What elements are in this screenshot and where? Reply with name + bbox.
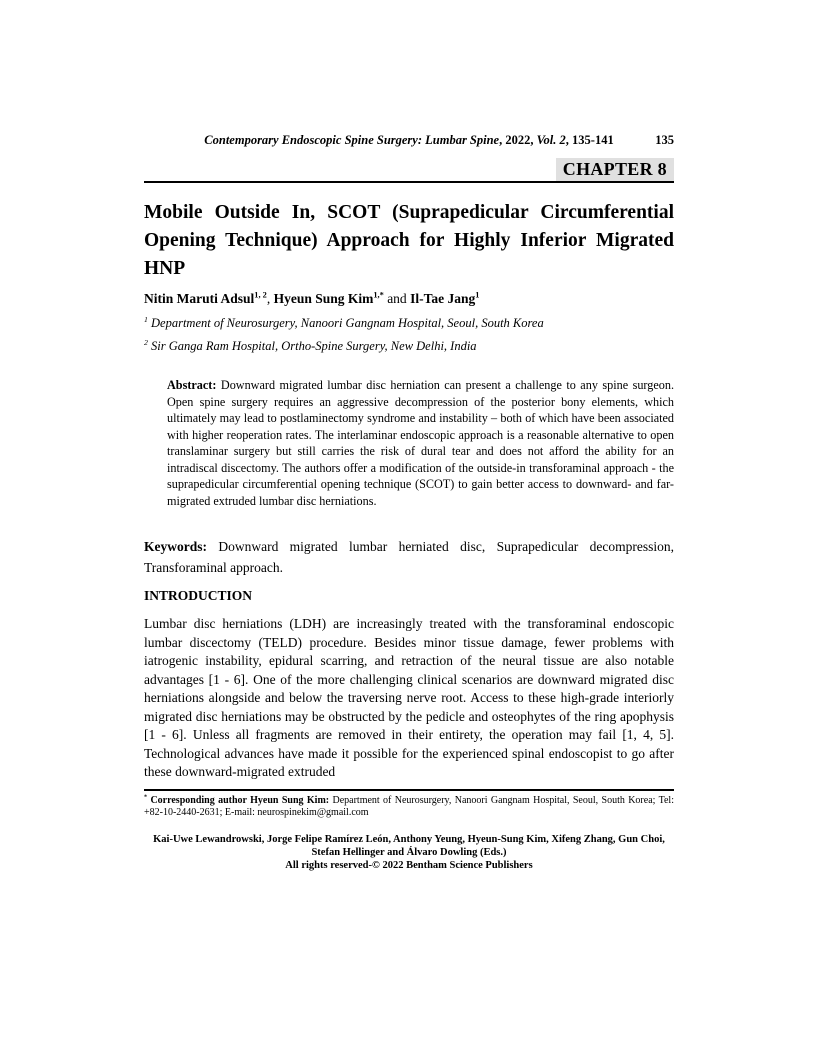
affiliation-superscript: 1: [144, 314, 148, 324]
corresponding-author-footnote: [144, 795, 674, 820]
running-header-year: , 2022,: [499, 133, 537, 147]
page-number: 135: [655, 133, 674, 147]
footnote-label: Corresponding author Hyeun Sung Kim:: [147, 794, 330, 806]
footnote-rule: [144, 789, 674, 791]
running-header-series-title: Contemporary Endoscopic Spine Surgery: Lumbar Spine: [204, 133, 500, 147]
author-name: Il-Tae Jang: [410, 291, 476, 306]
header-rule: [144, 181, 674, 183]
keywords: [144, 536, 674, 578]
chapter-badge: CHAPTER 8: [556, 158, 674, 181]
copyright-line: All rights reserved-© 2022 Bentham Science Publishers: [285, 859, 533, 871]
section-heading-introduction: INTRODUCTION: [144, 588, 253, 603]
author-superscript: 1, 2: [254, 290, 267, 300]
publisher-block: [144, 833, 674, 872]
author-name: Nitin Maruti Adsul: [144, 291, 255, 306]
affiliation: [144, 335, 674, 358]
abstract-text: Downward migrated lumbar disc herniation can present a challenge to any spine surgeon. Open spine surgery requires an aggressive decompression of the posterior bony elements, which ultimately may lead to postlaminectomy syndrome and instability – both of which have been associated with higher reoperation rates. The interlaminar endoscopic approach is a reasonable alternative to open translaminar surgery but still carries the risk of dural tear and does not afford the ability for an intradiscal discectomy. The authors offer a modification of the outside-in transforaminal approach - the suprapedicular circumferential opening technique (SCOT) to gain better access to downward- and far-migrated extruded lumbar disc herniations.: [167, 378, 674, 508]
affiliation-text: Sir Ganga Ram Hospital, Ortho-Spine Surgery, New Delhi, India: [147, 339, 477, 353]
running-header-volume: Vol. 2: [536, 133, 566, 147]
editors-line: Kai-Uwe Lewandrowski, Jorge Felipe Ramírez León, Anthony Yeung, Hyeun-Sung Kim, Xifeng Zhang, Gun Choi, Stefan Hellinger and Álvaro Dowling (Eds.): [153, 833, 665, 858]
running-header: [144, 133, 674, 147]
abstract-label: Abstract:: [167, 378, 217, 392]
author-separator: and: [383, 291, 411, 306]
affiliations: [144, 312, 674, 358]
affiliation: [144, 312, 674, 335]
text-column: [144, 0, 674, 872]
keywords-label: Keywords:: [144, 539, 207, 554]
footnote-marker: *: [144, 793, 148, 801]
author-superscript: 1,*: [373, 290, 384, 300]
introduction-paragraph: Lumbar disc herniations (LDH) are increasingly treated with the transforaminal endoscopic lumbar discectomy (TELD) procedure. Besides minor tissue damage, fewer problems with iatrogenic instability, epidural scarring, and retraction of the neural tissue are also notable advantages [1 - 6]. One of the more challenging clinical scenarios are downward migrated disc herniations alongside and below the traversing nerve root. Access to these high-grade interiorly migrated disc herniations may be obstructed by the pedicle and osteophytes of the ring apophysis [1 - 6]. Unless all fragments are removed in their entirety, the operation may fail [1, 4, 5]. Technological advances have made it possible for the experienced spinal endoscopist to go after these downward-migrated extruded: [144, 616, 674, 779]
author-name: Hyeun Sung Kim: [273, 291, 374, 306]
affiliation-superscript: 2: [144, 337, 148, 347]
authors-line: [144, 290, 674, 307]
keywords-text: Downward migrated lumbar herniated disc, Suprapedicular decompression, Transforaminal approach.: [144, 539, 674, 575]
running-header-pages: , 135-141: [565, 133, 614, 147]
author-separator: ,: [266, 291, 274, 306]
affiliation-text: Department of Neurosurgery, Nanoori Gangnam Hospital, Seoul, South Korea: [147, 316, 544, 330]
abstract: [167, 377, 674, 509]
author-superscript: 1: [475, 290, 480, 300]
chapter-row: [144, 158, 674, 181]
footnote-text: Department of Neurosurgery, Nanoori Gangnam Hospital, Seoul, South Korea; Tel: +82-10-2440-2631; E-mail: neurospinekim@gmail.com: [144, 794, 674, 818]
page-title: Mobile Outside In, SCOT (Suprapedicular Circumferential Opening Technique) Approach for Highly Inferior Migrated HNP: [144, 202, 674, 279]
